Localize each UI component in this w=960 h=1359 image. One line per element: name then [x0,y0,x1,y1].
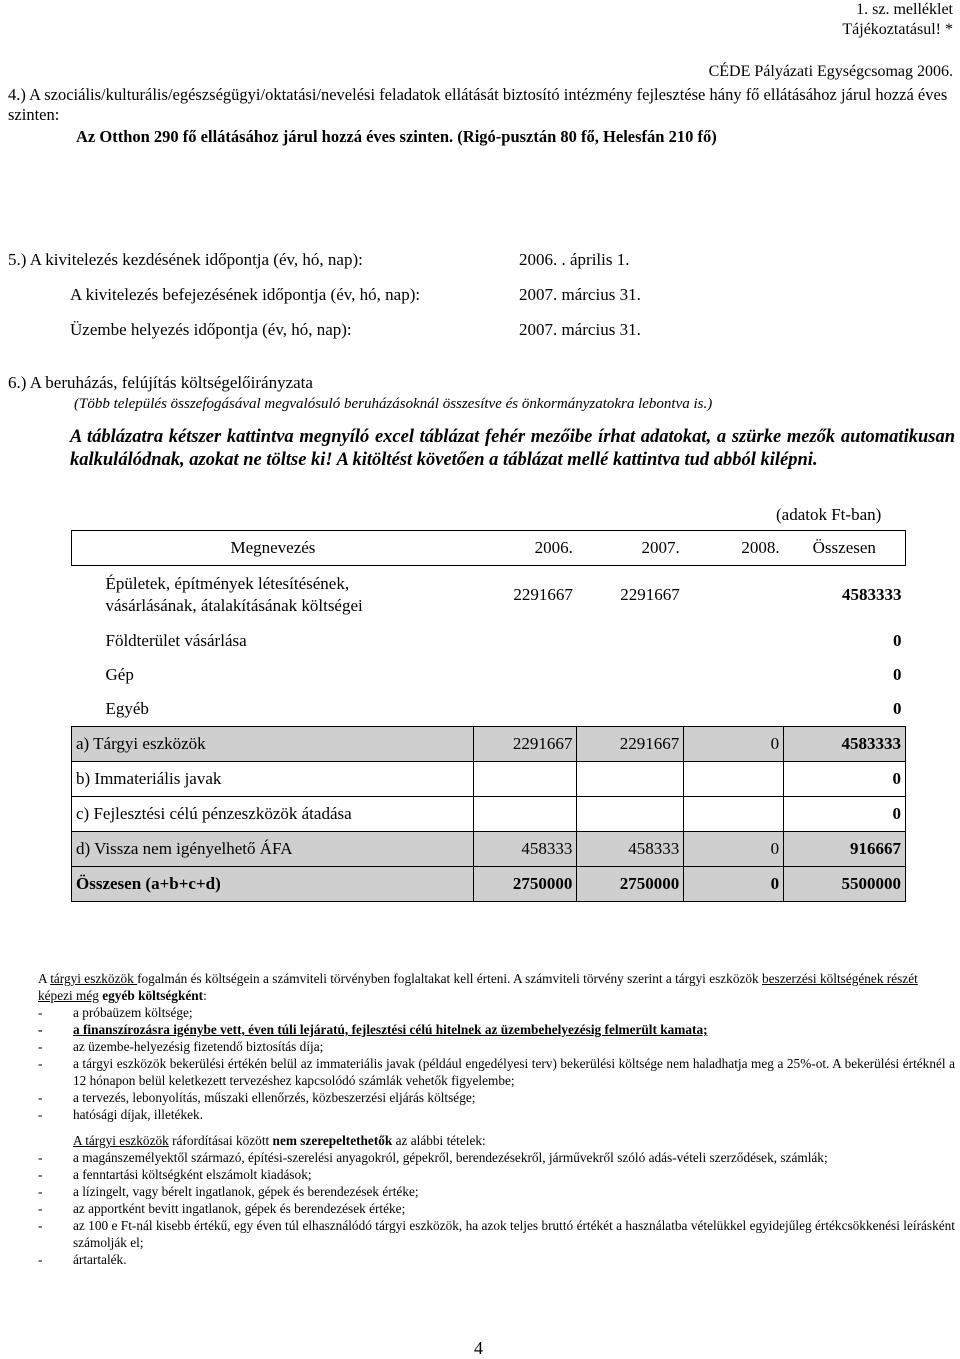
package-name: CÉDE Pályázati Egységcsomag 2006. [708,63,953,80]
unit-label: (adatok Ft-ban) [776,505,882,524]
cell-2007[interactable] [577,658,684,692]
cell-total: 0 [784,797,906,832]
end-date-value: 2007. március 31. [519,285,641,304]
start-date-label: 5.) A kivitelezés kezdésének időpontja (év, hó, nap): [8,250,363,269]
cell-2006[interactable] [474,692,577,727]
annex-number: 1. sz. melléklet [856,1,953,18]
cell-2008[interactable] [684,566,784,625]
cell-2006[interactable] [474,797,577,832]
section-4-question: 4.) A szociális/kulturális/egészségügyi/oktatási/nevelési feladatok ellátását biztosító intézmény fejlesztése hány fő ellátásához járul hozzá éves szinten: [8,85,948,124]
row-name: Egyéb [105,699,149,718]
cost-items-list [38,1004,955,1123]
end-date-label: A kivitelezés befejezésének időpontja (év, hó, nap): [70,285,421,304]
instruction-text: A táblázatra kétszer kattintva megnyíló excel táblázat fehér mezőibe írhat adatokat, a szürke mezők automatikusan kalkulálódnak, azokat ne töltse ki! A kitöltést követően a táblázat mellé kattintva tud abból kilépni. [70,427,955,470]
notes-paragraph-1: A tárgyi eszközök fogalmán és költségein a számviteli törvényben foglaltakat kell érteni. A számviteli törvény szerint a tárgyi eszközök beszerzési költségének részét képezi még egyéb költségként: [38,971,918,1003]
section-6-title: 6.) A beruházás, felújítás költségelőirányzata [8,373,313,392]
notes-paragraph-2: A tárgyi eszközök ráfordításai között nem szerepeltethetők az alábbi tételek: [73,1133,486,1148]
table-header-row [72,531,906,566]
operation-date-label: Üzembe helyezés időpontja (év, hó, nap): [70,320,352,339]
row-name: Épületek, építmények létesítésének, vásárlásának, átalakításának költségei [105,574,363,615]
list-item: - az üzembe-helyezésig fizetendő biztosítás díja; [38,1038,955,1055]
header-2007: 2007. [577,531,684,566]
cell-2008[interactable] [684,658,784,692]
row-name: a) Tárgyi eszközök [72,727,474,762]
page-number: 4 [474,1338,483,1358]
cell-2007: 2291667 [577,727,684,762]
list-item: - a magánszemélyektől származó, építési-szerelési anyagokról, gépekről, berendezésekről, járművekről szóló adás-vételi szerződések, számlák; [38,1149,955,1166]
cell-2006: 2750000 [474,867,577,902]
row-name: d) Vissza nem igényelhető ÁFA [72,832,474,867]
row-name: c) Fejlesztési célú pénzeszközök átadása [72,797,474,832]
cell-2008[interactable] [684,797,784,832]
table-row [72,658,906,692]
notes-section [38,970,955,1268]
row-name: Összesen (a+b+c+d) [72,867,474,902]
section-6-note: (Több település összefogásával megvalósuló beruházásoknál összesítve és önkormányzatokra lebontva is.) [74,396,713,412]
cell-2006[interactable] [474,762,577,797]
cell-2006[interactable] [474,624,577,658]
cell-total: 4583333 [784,727,906,762]
cell-2006[interactable] [474,658,577,692]
cell-2008[interactable] [684,624,784,658]
cell-2008: 0 [684,867,784,902]
cell-2007: 458333 [577,832,684,867]
list-item: - a próbaüzem költsége; [38,1004,955,1021]
cell-2007[interactable] [577,762,684,797]
table-row [72,624,906,658]
cell-total: 4583333 [842,585,902,604]
list-item: - a tárgyi eszközök bekerülési értékén belül az immateriális javak (például engedélyesi terv) bekerülési költsége nem haladhatja meg a 25%-ot. A bekerülési értéknél a 12 hónapon belül keletkezett tervezéshez kapcsolódó számlák vehetők figyelembe; [38,1055,955,1089]
list-item: - a lízingelt, vagy bérelt ingatlanok, gépek és berendezések értéke; [38,1183,955,1200]
list-item: - az apportként bevitt ingatlanok, gépek és berendezések értéke; [38,1200,955,1217]
cell-total: 0 [784,762,906,797]
list-item: - hatósági díjak, illetékek. [38,1106,955,1123]
row-name: Földterület vásárlása [105,631,247,650]
table-total-row [72,867,906,902]
cell-total: 0 [893,699,902,718]
cell-total: 0 [893,665,902,684]
cell-2007[interactable] [577,797,684,832]
cell-2007: 2750000 [577,867,684,902]
table-row [72,832,906,867]
cell-2008: 0 [684,832,784,867]
table-row [72,727,906,762]
cell-2006: 2291667 [474,727,577,762]
cell-2007[interactable] [577,692,684,727]
cell-2007[interactable] [577,624,684,658]
cell-2008[interactable] [684,762,784,797]
table-row [72,797,906,832]
list-item: - a finanszírozásra igénybe vett, éven túli lejáratú, fejlesztési célú hitelnek az üzembehelyezésig felmerült kamata; [38,1021,955,1038]
header-name: Megnevezés [72,531,474,566]
list-item: - a tervezés, lebonyolítás, műszaki ellenőrzés, közbeszerzési eljárás költsége; [38,1089,955,1106]
operation-date-value: 2007. március 31. [519,320,641,339]
cell-total: 0 [893,631,902,650]
table-row [72,566,906,625]
info-only-note: Tájékoztatásul! * [842,21,953,38]
cell-2008[interactable] [684,692,784,727]
table-row [72,762,906,797]
cell-2008: 0 [684,727,784,762]
list-item: - ártartalék. [38,1251,955,1268]
start-date-value: 2006. . április 1. [519,250,630,269]
row-name: Gép [105,665,134,684]
header-total: Összesen [784,531,906,566]
excluded-items-list [38,1149,955,1268]
section-6 [8,373,713,412]
cell-2006: 458333 [474,832,577,867]
cell-total: 5500000 [784,867,906,902]
cost-table[interactable] [71,530,906,902]
list-item: - az 100 e Ft-nál kisebb értékű, egy éven túl elhasználódó tárgyi eszközök, ha azok teljes bruttó értékét a használatba vételükkel egyidejűleg értékcsökkenési leírásként számolják el; [38,1217,955,1251]
header-2006: 2006. [474,531,577,566]
table-row [72,692,906,727]
list-item: - a fenntartási költségként elszámolt kiadások; [38,1166,955,1183]
section-4 [8,85,953,147]
cell-2007[interactable]: 2291667 [620,585,680,604]
cell-2006[interactable]: 2291667 [513,585,573,604]
section-4-answer: Az Otthon 290 fő ellátásához járul hozzá éves szinten. (Rigó-pusztán 80 fő, Helesfán 210 fő) [76,127,717,146]
row-name: b) Immateriális javak [72,762,474,797]
header-2008: 2008. [684,531,784,566]
cell-total: 916667 [784,832,906,867]
